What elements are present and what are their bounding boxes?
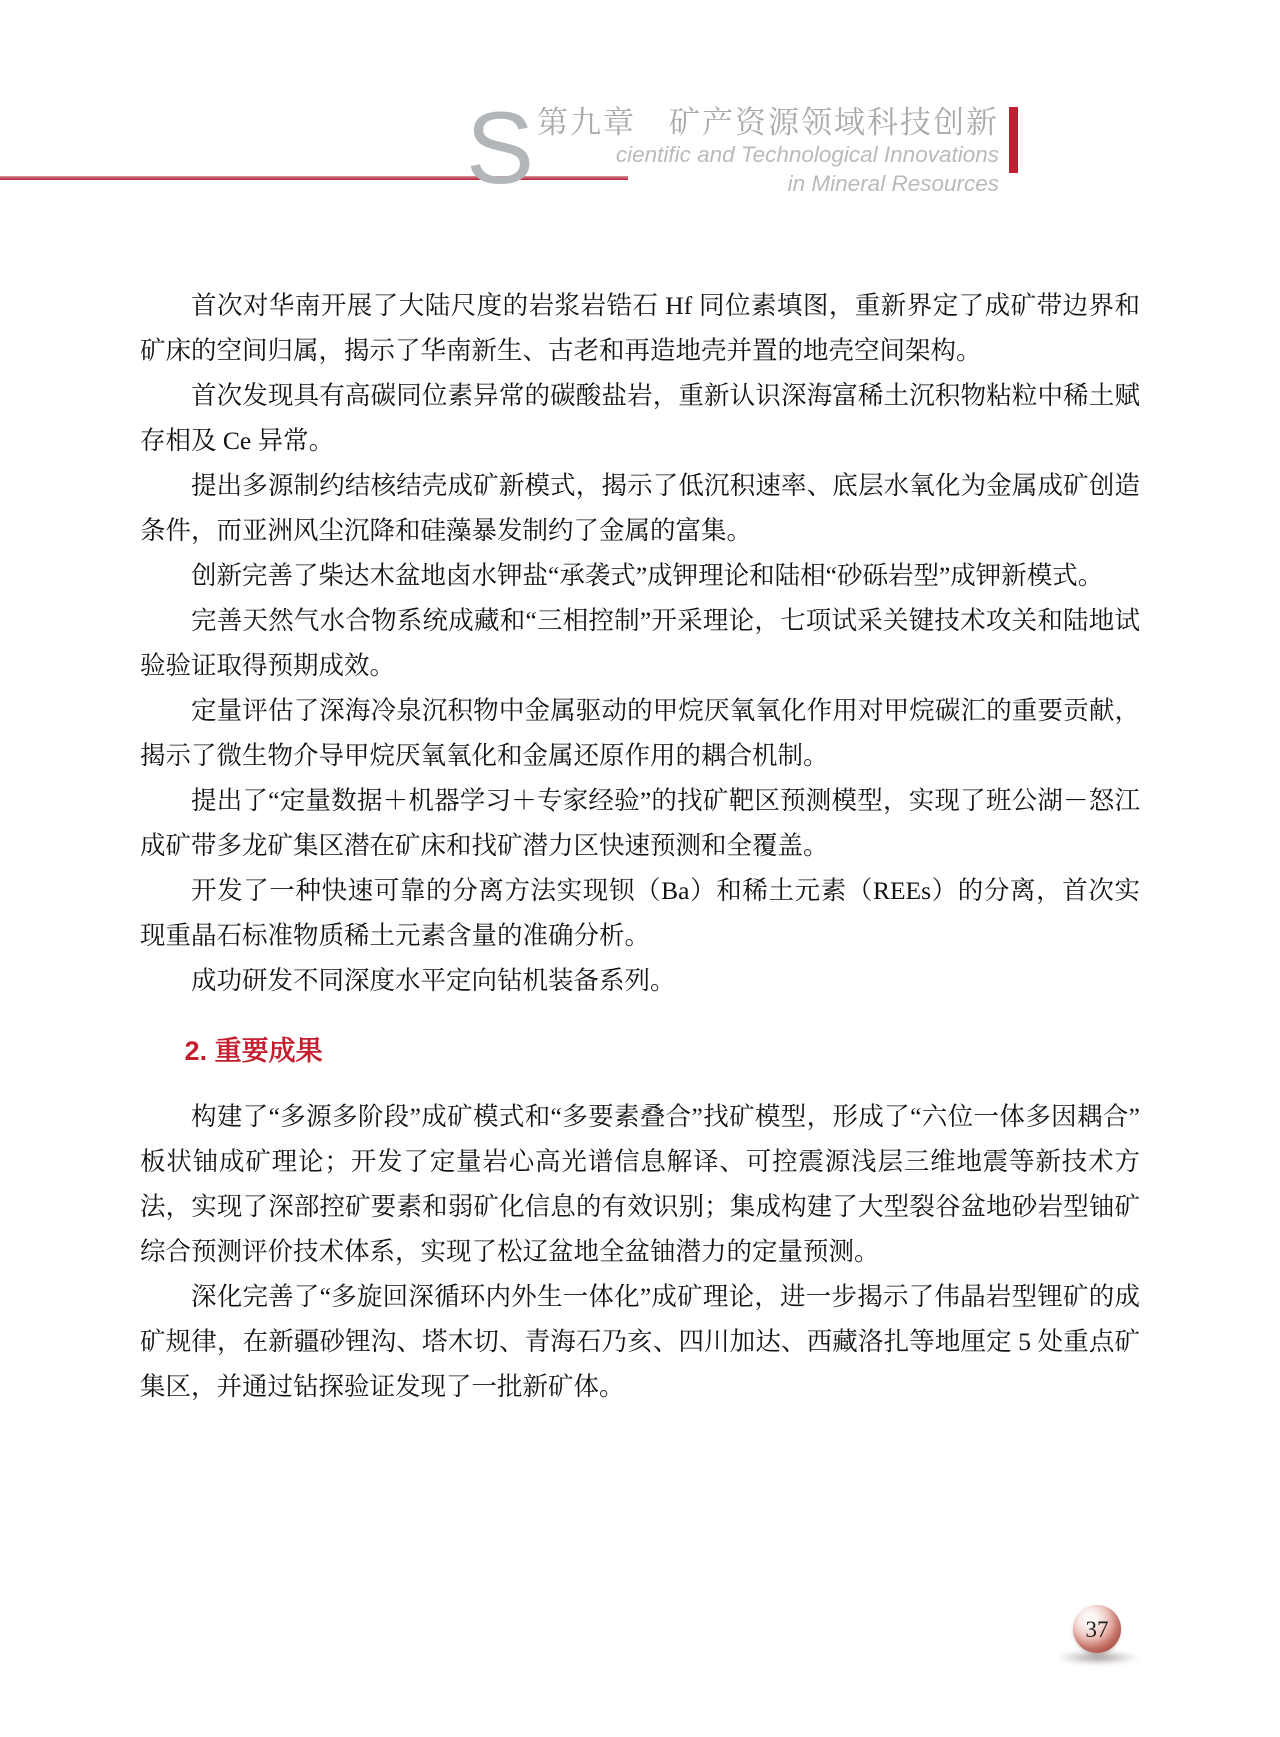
chapter-subtitle-en-line2: in Mineral Resources [787, 170, 999, 196]
body-paragraph: 构建了“多源多阶段”成矿模式和“多要素叠合”找矿模型，形成了“六位一体多因耦合”板状铀成矿理论；开发了定量岩心高光谱信息解译、可控震源浅层三维地震等新技术方法，实现了深部控矿要素和弱矿化信息的有效识别；集成构建了大型裂谷盆地砂岩型铀矿综合预测评价技术体系，实现了松辽盆地全盆铀潜力的定量预测。 [140, 1102, 1140, 1266]
body-paragraph: 成功研发不同深度水平定向钻机装备系列。 [191, 966, 676, 995]
page-number: 37 [1085, 1616, 1109, 1642]
body-paragraph: 完善天然气水合物系统成藏和“三相控制”开采理论，七项试采关键技术攻关和陆地试验验证取得预期成效。 [140, 606, 1140, 680]
page-number-sphere [1073, 1605, 1121, 1653]
body-paragraph: 提出了“定量数据＋机器学习＋专家经验”的找矿靶区预测模型，实现了班公湖－怒江成矿带多龙矿集区潜在矿床和找矿潜力区快速预测和全覆盖。 [140, 786, 1140, 860]
header-accent-bar [1009, 107, 1018, 173]
body-paragraph: 首次对华南开展了大陆尺度的岩浆岩锆石 Hf 同位素填图，重新界定了成矿带边界和矿床的空间归属，揭示了华南新生、古老和再造地壳并置的地壳空间架构。 [140, 291, 1140, 365]
chapter-header [465, 91, 1018, 205]
drop-cap-s: S [465, 91, 534, 205]
chapter-subtitle-en-line1: cientific and Technological Innovations [615, 142, 999, 168]
body-paragraph: 创新完善了柴达木盆地卤水钾盐“承袭式”成钾理论和陆相“砂砾岩型”成钾新模式。 [191, 561, 1104, 590]
section-heading: 2. 重要成果 [184, 1036, 323, 1066]
body-paragraph: 开发了一种快速可靠的分离方法实现钡（Ba）和稀土元素（REEs）的分离，首次实现重晶石标准物质稀土元素含量的准确分析。 [140, 876, 1140, 950]
chapter-title-block [537, 104, 999, 199]
body-paragraph: 定量评估了深海冷泉沉积物中金属驱动的甲烷厌氧氧化作用对甲烷碳汇的重要贡献，揭示了微生物介导甲烷厌氧氧化和金属还原作用的耦合机制。 [140, 696, 1140, 770]
body-paragraph: 提出多源制约结核结壳成矿新模式，揭示了低沉积速率、底层水氧化为金属成矿创造条件，而亚洲风尘沉降和硅藻暴发制约了金属的富集。 [140, 471, 1140, 545]
chapter-title: 第九章 矿产资源领域科技创新 [537, 105, 999, 140]
body-paragraph: 深化完善了“多旋回深循环内外生一体化”成矿理论，进一步揭示了伟晶岩型锂矿的成矿规律，在新疆砂锂沟、塔木切、青海石乃亥、四川加达、西藏洛扎等地厘定 5 处重点矿集区，并通过钻探验证发现了一批新矿体。 [140, 1282, 1140, 1401]
body-paragraph: 首次发现具有高碳同位素异常的碳酸盐岩，重新认识深海富稀土沉积物粘粒中稀土赋存相及 Ce 异常。 [140, 381, 1140, 455]
body-text-block [140, 283, 1140, 1409]
